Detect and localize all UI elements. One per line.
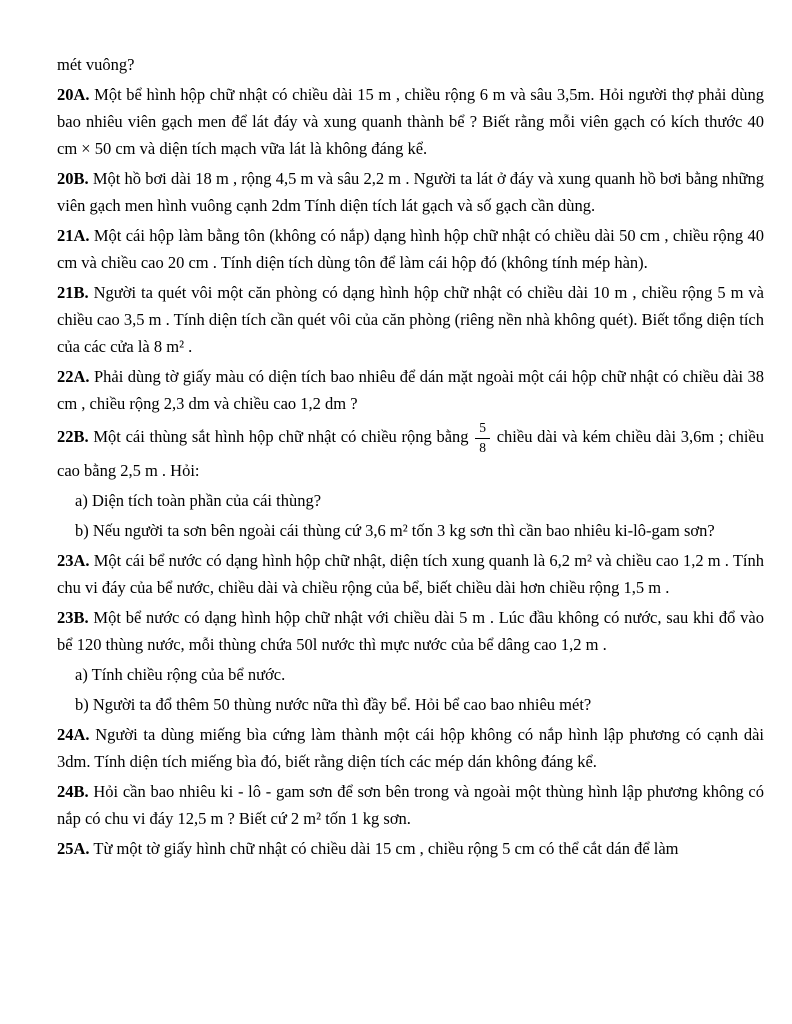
problem-20B-label: 20B. (57, 169, 89, 188)
problem-25A-text: Từ một tờ giấy hình chữ nhật có chiều dài 15 cm , chiều rộng 5 cm có thể cắt dán để làm (93, 838, 679, 858)
problem-23B-label: 23B. (57, 607, 89, 627)
problem-20A-label: 20A. (57, 85, 90, 104)
problem-21B (57, 279, 764, 360)
problem-22B (57, 420, 764, 484)
problem-21A-text: Một cái hộp làm bằng tôn (không có nắp) dạng hình hộp chữ nhật có chiều dài 50 cm , chiều rộng 40 cm và chiều cao 20 cm . Tính diện tích dùng tôn để làm cái hộp đó (không tính mép hàn). (57, 226, 765, 272)
fraction-denominator: 8 (479, 439, 487, 455)
problem-20A (57, 81, 764, 162)
problem-21A (57, 222, 764, 276)
problem-22B-item-a: a) Diện tích toàn phần của cái thùng? (75, 490, 322, 510)
problem-24A-text: Người ta dùng miếng bìa cứng làm thành một cái hộp không có nắp hình lập phương có cạnh dài 3dm. Tính diện tích miếng bìa đó, biết rằng diện tích các mép dán không đáng kể. (57, 724, 764, 771)
problem-22B-label: 22B. (57, 427, 89, 447)
problem-24A (57, 721, 764, 775)
intro-line: mét vuông? (57, 55, 135, 74)
problem-21B-label: 21B. (57, 283, 89, 302)
problem-24B (57, 778, 764, 832)
problem-23B-item-a: a) Tính chiều rộng của bể nước. (75, 664, 286, 684)
problem-22A-label: 22A. (57, 367, 90, 386)
problem-23B (57, 604, 764, 658)
problem-23A (57, 547, 764, 601)
problem-23B-item-b: b) Người ta đổ thêm 50 thùng nước nữa thì đầy bể. Hỏi bể cao bao nhiêu mét? (75, 694, 592, 714)
problem-23B-text: Một bể nước có dạng hình hộp chữ nhật với chiều dài 5 m . Lúc đầu không có nước, sau khi đổ vào bể 120 thùng nước, mỗi thùng chứa 50l nước thì mực nước của bể dâng cao 1,2 m . (57, 607, 765, 654)
problem-24B-text: Hỏi cần bao nhiêu ki - lô - gam sơn để sơn bên trong và ngoài một thùng hình lập phương không có nắp có chu vi đáy 12,5 m ? Biết cứ 2 m² tốn 1 kg sơn. (57, 781, 765, 828)
problem-22B-text-after: chiều dài và kém chiều dài 3,6m ; chiều cao bằng 2,5 m . Hỏi: (57, 427, 765, 480)
problem-25A (57, 835, 764, 862)
problem-22A-text: Phải dùng tờ giấy màu có diện tích bao nhiêu để dán mặt ngoài một cái hộp chữ nhật có chiều dài 38 cm , chiều rộng 2,3 dm và chiều cao 1,2 dm ? (57, 367, 765, 413)
problem-24B-label: 24B. (57, 781, 89, 801)
problem-25A-label: 25A. (57, 838, 90, 858)
problem-22B-text-before: Một cái thùng sắt hình hộp chữ nhật có chiều rộng bằng (93, 427, 469, 447)
problem-23A-text: Một cái bể nước có dạng hình hộp chữ nhật, diện tích xung quanh là 6,2 m² và chiều cao 1,2 m . Tính chu vi đáy của bể nước, chiều dài và chiều rộng của bể, biết chiều dài hơn chiều rộng 1,5 m . (57, 550, 764, 597)
problem-20B (57, 165, 764, 219)
problem-22B-item-b: b) Nếu người ta sơn bên ngoài cái thùng cứ 3,6 m² tốn 3 kg sơn thì cần bao nhiêu ki-lô-gam sơn? (75, 520, 715, 540)
problem-21B-text: Người ta quét vôi một căn phòng có dạng hình hộp chữ nhật có chiều dài 10 m , chiều rộng 5 m và chiều cao 3,5 m . Tính diện tích cần quét vôi của căn phòng (riêng nền nhà không quét). Biết tổng diện tích của các cửa là 8 m² . (57, 283, 765, 356)
fraction-five-eighths (473, 420, 492, 457)
fraction-numerator: 5 (475, 420, 490, 439)
problem-23A-label: 23A. (57, 550, 90, 570)
problem-22A (57, 363, 764, 417)
problem-20B-text: Một hồ bơi dài 18 m , rộng 4,5 m và sâu 2,2 m . Người ta lát ở đáy và xung quanh hồ bơi bằng những viên gạch men hình vuông cạnh 2dm Tính diện tích lát gạch và số gạch cần dùng. (57, 169, 764, 215)
problem-20A-text: Một bể hình hộp chữ nhật có chiều dài 15 m , chiều rộng 6 m và sâu 3,5m. Hỏi người thợ phải dùng bao nhiêu viên gạch men để lát đáy và xung quanh thành bể ? Biết rằng mỗi viên gạch có kích thước 40 cm × 50 cm và diện tích mạch vữa lát là không đáng kể. (57, 85, 764, 158)
problem-21A-label: 21A. (57, 226, 90, 245)
problem-24A-label: 24A. (57, 724, 90, 744)
